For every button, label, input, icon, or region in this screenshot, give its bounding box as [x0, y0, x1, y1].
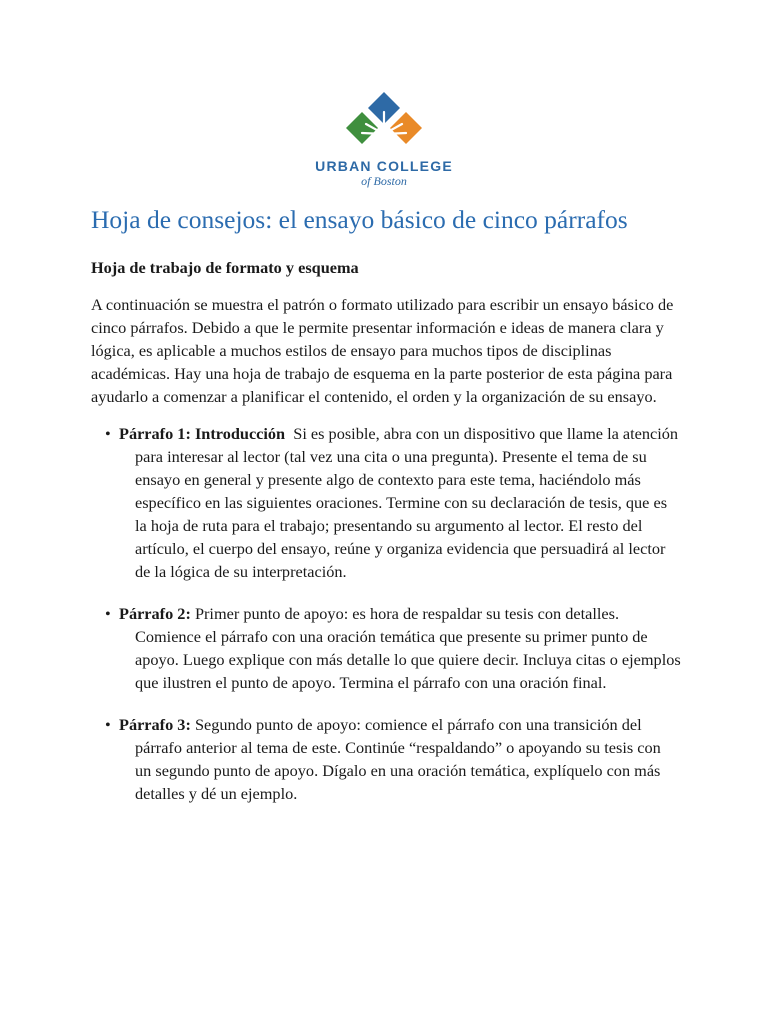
list-item-text: Primer punto de apoyo: es hora de respaldar su tesis con detalles. Comience el párrafo con una oración temática que presente su primer punto de apoyo. Luego explique con más detalle lo que quiere decir. Incluya citas o ejemplos que ilustren el punto de apoyo. Termina el párrafo con una oración final.: [135, 604, 681, 692]
logo-college-name: URBAN COLLEGE: [315, 158, 453, 174]
list-item-label: Párrafo 2:: [119, 604, 191, 623]
list-item-text: Si es posible, abra con un dispositivo que llame la atención para interesar al lector (tal vez una cita o una pregunta). Presente el tema de su ensayo en general y presente algo de contexto para este tema, haciéndolo más específico en las siguientes oraciones. Termine con su declaración de tesis, que es la hoja de ruta para el trabajo; presentando su argumento al lector. El resto del artículo, el cuerpo del ensayo, reúne y organiza evidencia que persuadirá al lector de la lógica de su interpretación.: [135, 424, 679, 581]
list-item-label: Párrafo 1: Introducción: [119, 424, 286, 443]
document-subtitle: Hoja de trabajo de formato y esquema: [91, 258, 359, 277]
college-logo-mark: [344, 90, 424, 152]
document-title: Hoja de consejos: el ensayo básico de cinco párrafos: [91, 205, 628, 234]
bullet-dot: •: [105, 715, 111, 734]
list-item-parrafo-1: [91, 422, 681, 583]
list-item-parrafo-3: [91, 713, 681, 805]
intro-paragraph: A continuación se muestra el patrón o formato utilizado para escribir un ensayo básico de cinco párrafos. Debido a que le permite presentar información e ideas de manera clara y lógica, es aplicable a muchos estilos de ensayo para muchos tipos de disciplinas académicas. Hay una hoja de trabajo de esquema en la parte posterior de esta página para ayudarlo a comenzar a planificar el contenido, el orden y la organización de su ensayo.: [91, 295, 674, 406]
bullet-dot: •: [105, 424, 111, 443]
bullet-dot: •: [105, 604, 111, 623]
college-logo: [0, 90, 768, 188]
list-item-text: Segundo punto de apoyo: comience el párrafo con una transición del párrafo anterior al tema de este. Continúe “respaldando” o apoyando su tesis con un segundo punto de apoyo. Dígalo en una oración temática, explíquelo con más detalles y dé un ejemplo.: [135, 715, 661, 803]
paragraph-list: [91, 422, 681, 805]
document-body: [91, 256, 681, 824]
list-item-label: Párrafo 3:: [119, 715, 191, 734]
logo-city: of Boston: [361, 174, 407, 188]
list-item-parrafo-2: [91, 602, 681, 694]
